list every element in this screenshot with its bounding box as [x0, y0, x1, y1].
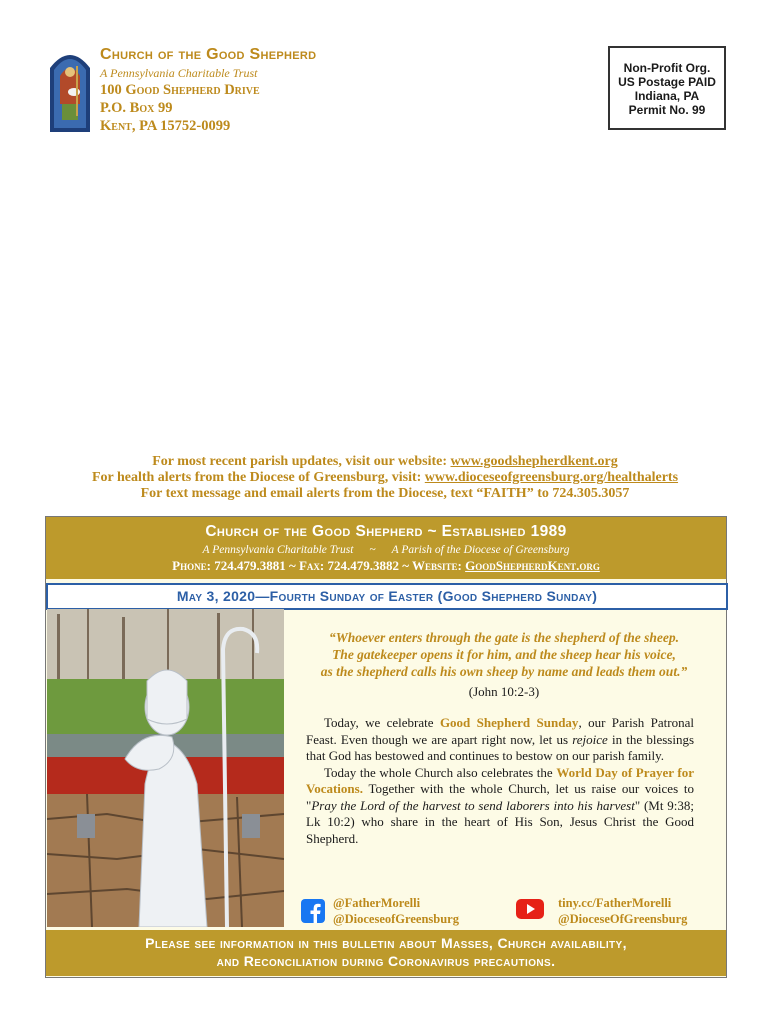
- good-shepherd-statue-photo: [47, 609, 284, 927]
- footer-line-1: Please see information in this bulletin about Masses, Church availability,: [145, 935, 627, 951]
- paragraph-1: Today, we celebrate Good Shepherd Sunday, our Parish Patronal Feast. Even though we are apart right now, let us rejoice in the blessings that God has bestowed and continues to bestow on our parish family.: [306, 715, 695, 763]
- scripture-citation: (John 10:2-3): [468, 684, 540, 699]
- header-band: [46, 517, 726, 579]
- paragraph-2: Today the whole Church also celebrates the World Day of Prayer for Vocations. Together with the whole Church, let us raise our voices to "Pray the Lord of the harvest to send laborers into his harvest" (Mt 9:38; Lk 10:2) who share in the heart of His Son, Jesus Christ the Good Shepherd.: [306, 764, 695, 846]
- return-address: [100, 46, 316, 135]
- facebook-icon[interactable]: [301, 899, 325, 927]
- facebook-handle-1[interactable]: @FatherMorelli: [333, 896, 421, 910]
- youtube-icon[interactable]: [516, 899, 544, 923]
- postage-line-2: US Postage PAID: [618, 75, 716, 89]
- youtube-link-2[interactable]: @DioceseOfGreensburg: [558, 912, 688, 926]
- church-logo: [46, 46, 94, 132]
- street-address: 100 Good Shepherd Drive: [100, 82, 260, 98]
- po-box: P.O. Box 99: [100, 100, 173, 116]
- alert-line-text: For text message and email alerts from the Diocese, text “FAITH” to 724.305.3057: [140, 486, 630, 501]
- alert-line-website: For most recent parish updates, visit our website: www.goodshepherdkent.org: [152, 454, 618, 469]
- postage-line-1: Non-Profit Org.: [623, 61, 711, 75]
- bulletin-cover: [45, 516, 727, 978]
- city-state-zip: Kent, PA 15752-0099: [100, 118, 231, 134]
- postage-line-4: Permit No. 99: [628, 103, 706, 117]
- church-name: Church of the Good Shepherd: [100, 46, 317, 63]
- website-link[interactable]: GoodShepherdKent.org: [465, 558, 600, 573]
- youtube-link-1[interactable]: tiny.cc/FatherMorelli: [558, 896, 672, 910]
- date-line: May 3, 2020—Fourth Sunday of Easter (Good Shepherd Sunday): [46, 583, 728, 610]
- scripture-quote: “Whoever enters through the gate is the shepherd of the sheep. The gatekeeper opens it for him, and the sheep hear his voice, as the shepherd calls his own sheep by name and leads them out.”: [320, 630, 688, 679]
- postage-indicia: [608, 46, 726, 130]
- trust-line: A Pennsylvania Charitable Trust: [100, 66, 258, 80]
- alerts-block: [40, 454, 730, 502]
- health-alerts-link[interactable]: www.dioceseofgreensburg.org/healthalerts: [424, 470, 679, 485]
- alert-line-health: For health alerts from the Diocese of Greensburg, visit: www.dioceseofgreensburg.org/healthalerts: [91, 470, 679, 485]
- facebook-handle-2[interactable]: @DioceseofGreensburg: [333, 912, 459, 926]
- message-body: [306, 715, 694, 847]
- footer-line-2: and Reconciliation during Coronavirus precautions.: [216, 953, 556, 969]
- contact-line: Phone: 724.479.3881 ~ Fax: 724.479.3882 ~ Website: GoodShepherdKent.org: [172, 558, 600, 573]
- parish-website-link[interactable]: www.goodshepherdkent.org: [450, 454, 618, 469]
- header-subtitle: A Pennsylvania Charitable Trust ~ A Parish of the Diocese of Greensburg: [202, 544, 570, 556]
- footer-band: [46, 930, 726, 976]
- postage-line-3: Indiana, PA: [634, 89, 700, 103]
- header-title: Church of the Good Shepherd ~ Established 1989: [205, 523, 567, 540]
